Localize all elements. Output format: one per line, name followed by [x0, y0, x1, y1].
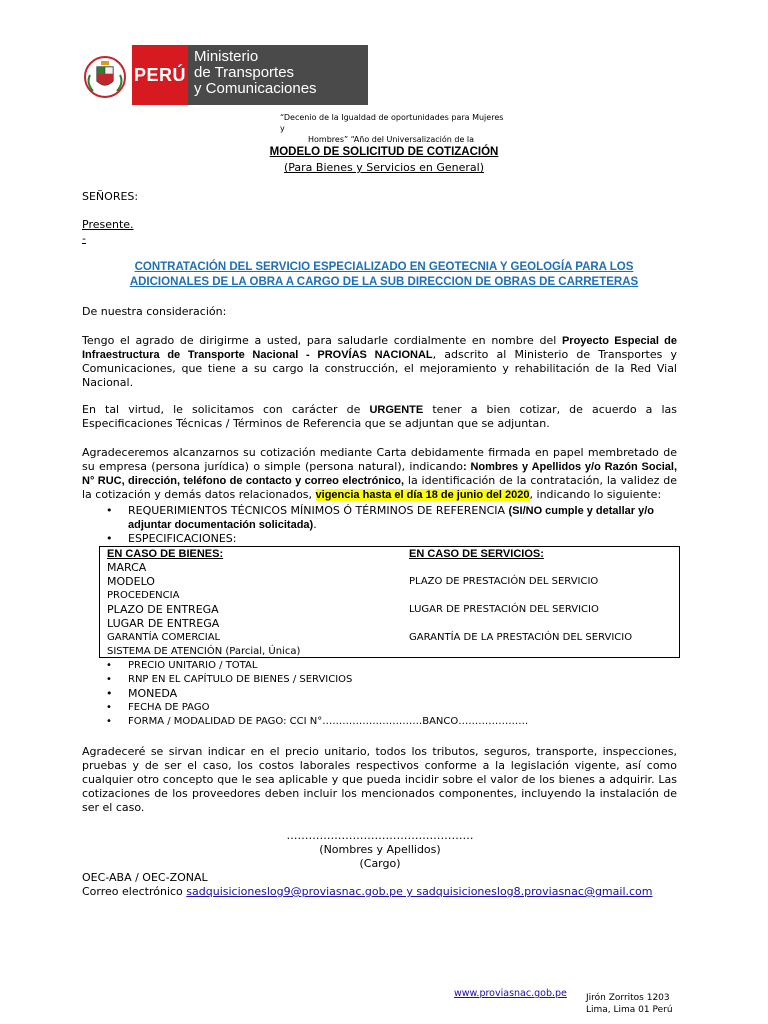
coat-of-arms-icon [80, 45, 130, 105]
contract-title: CONTRATACIÓN DEL SERVICIO ESPECIALIZADO EN GEOTECNIA Y GEOLOGÍA PARA LOS ADICIONALES DE LA OBRA A CARGO DE LA SUB DIRECCION DE OBRAS DE CARRETERAS [129, 261, 639, 288]
services-item: PLAZO DE PRESTACIÓN DEL SERVICIO [409, 576, 599, 587]
document-subtitle: (Para Bienes y Servicios en General) [283, 161, 485, 174]
paragraph-urgent: En tal virtud, le solicitamos con carácter de URGENTE tener a bien cotizar, de acuerdo a las Especificaciones Técnicas / Términos de Referencia que se adjuntan que se adjuntan. [82, 403, 677, 430]
services-item: GARANTÍA DE LA PRESTACIÓN DEL SERVICIO [409, 632, 633, 643]
list-item: • ESPECIFICACIONES: [82, 532, 677, 546]
goods-item: GARANTÍA COMERCIAL [107, 632, 221, 643]
goods-item: SISTEMA DE ATENCIÓN (Parcial, Única) [107, 646, 301, 657]
goods-item: LUGAR DE ENTREGA [107, 617, 220, 630]
ministry-name: Ministerio de Transportes y Comunicaciones [194, 48, 317, 97]
services-item: LUGAR DE PRESTACIÓN DEL SERVICIO [409, 604, 599, 615]
signature-line: …………………………………………… [286, 829, 474, 842]
peru-label: PERÚ [132, 45, 188, 105]
deadline-highlight: vigencia hasta el día 18 de junio del 2020 [315, 489, 530, 501]
services-header: EN CASO DE SERVICIOS: [409, 548, 544, 560]
goods-column [107, 547, 300, 659]
goods-item: PLAZO DE ENTREGA [107, 603, 219, 616]
list-item: • FORMA / MODALIDAD DE PAGO: CCI N°…………………………BANCO………………… [82, 715, 677, 729]
list-item: • MONEDA [82, 687, 677, 701]
services-column [409, 547, 632, 645]
website-link[interactable]: www.proviasnac.gob.pe [454, 988, 567, 999]
document-title: MODELO DE SOLICITUD DE COTIZACIÓN [269, 146, 499, 158]
payment-list [82, 659, 677, 729]
paragraph-request: Agradeceremos alcanzarnos su cotización mediante Carta debidamente firmada en papel membretado de su empresa (persona jurídica) o simple (persona natural), indicando: Nombres y Apellidos y/o Razón Social, N° RUC, dirección, teléfono de contacto y correo electrónico, la identificación de la contratación, la validez de la cotización y demás datos relacionados, vigencia hasta el día 18 de junio del 2020, indicando lo siguiente: [82, 446, 678, 501]
goods-header: EN CASO DE BIENES: [107, 548, 224, 560]
signature-cargo: (Cargo) [359, 857, 401, 870]
signature-name: (Nombres y Apellidos) [319, 843, 441, 856]
paragraph-taxes: Agradeceré se sirvan indicar en el precio unitario, todos los tributos, seguros, transporte, inspecciones, pruebas y de ser el caso, los costos laborales respectivos conforme a la legislación vigente, así como cualquier otro concepto que le sea aplicable y que pueda incidir sobre el valor de los bienes a adquirir. Las cotizaciones de los proveedores deben incluir los mencionados componentes, incluyendo la instalación de ser el caso. [82, 745, 677, 814]
email-links[interactable]: sadquisicioneslog9@proviasnac.gob.pe y sadquisicioneslog8.proviasnac@gmail.com [186, 885, 653, 898]
ministry-banner [132, 45, 368, 105]
list-item: • REQUERIMIENTOS TÉCNICOS MÍNIMOS Ó TÉRMINOS DE REFERENCIA (SI/NO cumple y detallar y/o adjuntar documentación solicitada). [82, 504, 677, 532]
list-item: • PRECIO UNITARIO / TOTAL [82, 659, 677, 673]
dash: - [82, 232, 86, 245]
footer-address: Jirón Zorritos 1203 Lima, Lima 01 Perú [586, 993, 673, 1015]
goods-item: PROCEDENCIA [107, 590, 180, 601]
goods-item: MODELO [107, 575, 155, 588]
specifications-table [99, 546, 680, 658]
consideration: De nuestra consideración: [82, 305, 227, 318]
paragraph-intro: Tengo el agrado de dirigirme a usted, para saludarle cordialmente en nombre del Proyecto Especial de Infraestructura de Transporte Nacional - PROVÍAS NACIONAL, adscrito al Ministerio de Transportes y Comunicaciones, que tiene a su cargo la construcción, el mejoramiento y rehabilitación de la Red Vial Nacional. [82, 334, 678, 389]
list-item: • RNP EN EL CAPÍTULO DE BIENES / SERVICIOS [82, 673, 677, 687]
email-line: Correo electrónico sadquisicioneslog9@proviasnac.gob.pe y sadquisicioneslog8.proviasnac@gmail.com [82, 885, 653, 898]
oec-label: OEC-ABA / OEC-ZONAL [82, 871, 208, 884]
list-item: • FECHA DE PAGO [82, 701, 677, 715]
decenio-text: “Decenio de la Igualdad de oportunidades para Mujeres y Hombres” “Año del Universalización de la [280, 113, 504, 144]
presente: Presente. [82, 218, 134, 231]
ministry-logo [80, 45, 368, 105]
requirements-list [82, 504, 677, 546]
goods-item: MARCA [107, 561, 147, 574]
greeting: SEÑORES: [82, 190, 139, 203]
